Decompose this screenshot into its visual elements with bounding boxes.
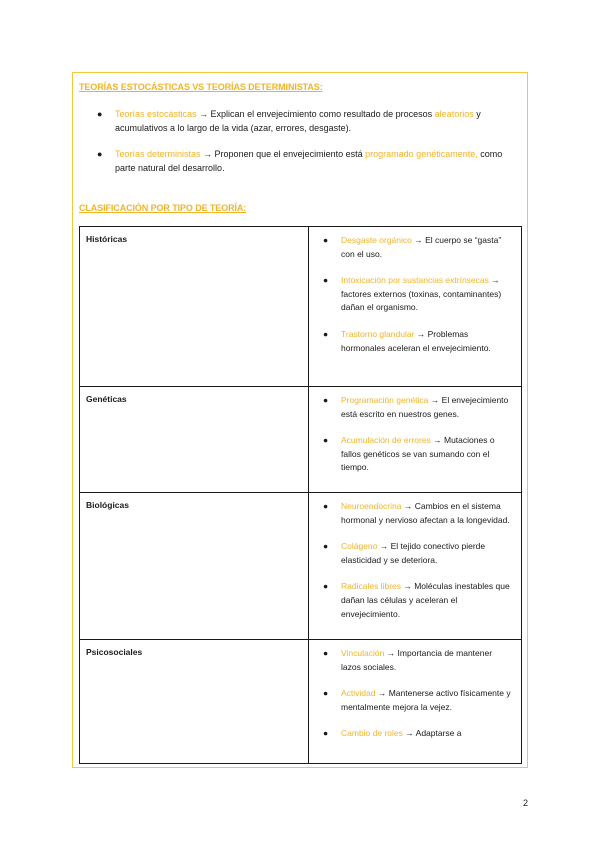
item-desc: → El cuerpo se “gasta” con el uso.	[341, 235, 502, 259]
table-row	[80, 387, 522, 493]
category-cell: Genéticas	[80, 387, 309, 493]
item-term: Cambio de roles	[341, 728, 403, 739]
intro-text: → Explican el envejecimiento como resultado de procesos	[196, 109, 435, 119]
intro-text-after: como parte natural del desarrollo.	[115, 149, 503, 173]
item-term: Neuroendocrina	[341, 501, 402, 511]
list-item	[323, 434, 513, 475]
item-term: Trastorno glandular	[341, 328, 415, 339]
category-cell: Biológicas	[80, 493, 309, 640]
items-cell	[309, 227, 522, 387]
item-term: Radicales libres	[341, 581, 401, 592]
intro-term: Teorías deterministas	[115, 149, 201, 159]
list-item	[323, 234, 513, 261]
item-term: Programación genética	[341, 395, 429, 405]
item-desc: → Mutaciones o fallos genéticos se van sumando con el tiempo.	[341, 435, 495, 473]
list-item	[323, 328, 513, 355]
intro-bullet-deterministic	[97, 147, 517, 175]
intro-text: → Proponen que el envejecimiento está	[200, 149, 366, 159]
item-desc: → Problemas hormonales aceleran el envejecimiento.	[341, 328, 491, 353]
item-desc: → Adaptarse a	[402, 728, 462, 739]
bullet-icon: ●	[323, 728, 329, 739]
item-term: Vinculación	[341, 648, 385, 658]
list-item	[323, 580, 513, 621]
bullet-icon: ●	[323, 581, 329, 592]
bullet-icon: ●	[323, 501, 329, 511]
item-term: Actividad	[341, 688, 376, 699]
list-item	[323, 540, 513, 567]
items-cell	[309, 640, 522, 764]
bullet-icon: ●	[323, 541, 329, 552]
category-cell: Históricas	[80, 227, 309, 387]
list-item	[323, 727, 513, 741]
item-desc: → Mantenerse activo físicamente y mentalmente mejora la vejez.	[341, 688, 511, 712]
list-item	[323, 647, 513, 674]
list-item	[323, 687, 513, 714]
items-cell	[309, 493, 522, 640]
item-desc: → factores externos (toxinas, contaminantes) dañan el organismo.	[341, 275, 502, 313]
table-row	[80, 227, 522, 387]
item-desc: → El envejecimiento está escrito en nuestros genes.	[341, 395, 509, 419]
classification-table	[79, 226, 522, 764]
category-cell: Psicosociales	[80, 640, 309, 764]
intro-bullet-stochastic	[97, 107, 517, 135]
intro-text-after: y acumulativos a lo largo de la vida (azar, errores, desgaste).	[115, 109, 481, 133]
item-term: Colágeno	[341, 541, 378, 552]
intro-highlight: aleatorios	[434, 109, 474, 119]
bullet-icon: ●	[97, 109, 103, 119]
bullet-icon: ●	[323, 235, 329, 245]
item-desc: → Cambios en el sistema hormonal y nervioso afectan a la longevidad.	[341, 501, 510, 525]
item-term: Acumulación de errores	[341, 435, 431, 446]
bullet-icon: ●	[323, 435, 329, 446]
table-row	[80, 493, 522, 640]
page-number: 2	[522, 798, 528, 808]
bullet-icon: ●	[323, 275, 329, 286]
bullet-icon: ●	[323, 648, 329, 658]
item-desc: → Importancia de mantener lazos sociales.	[341, 648, 493, 672]
items-cell	[309, 387, 522, 493]
intro-term: Teorías estocásticas	[115, 109, 197, 119]
bullet-icon: ●	[323, 328, 329, 339]
item-term: Intoxicación por sustancias extrínsecas	[341, 275, 489, 286]
item-desc: → Moléculas inestables que dañan las células y aceleran el envejecimiento.	[341, 581, 510, 619]
list-item	[323, 274, 513, 315]
content-frame	[72, 72, 528, 768]
bullet-icon: ●	[323, 395, 329, 405]
bullet-icon: ●	[323, 688, 329, 699]
bullet-icon: ●	[97, 149, 103, 159]
intro-highlight: programado genéticamente,	[365, 149, 478, 159]
list-item	[323, 394, 513, 421]
item-term: Desgaste orgánico	[341, 235, 412, 245]
table-row	[80, 640, 522, 764]
item-desc: → El tejido conectivo pierde elasticidad y se deteriora.	[341, 541, 486, 565]
classification-heading: CLASIFICACIÓN POR TIPO DE TEORÍA:	[79, 203, 247, 213]
comparison-heading: TEORÍAS ESTOCÁSTICAS VS TEORÍAS DETERMINISTAS:	[79, 82, 323, 92]
list-item	[323, 500, 513, 527]
